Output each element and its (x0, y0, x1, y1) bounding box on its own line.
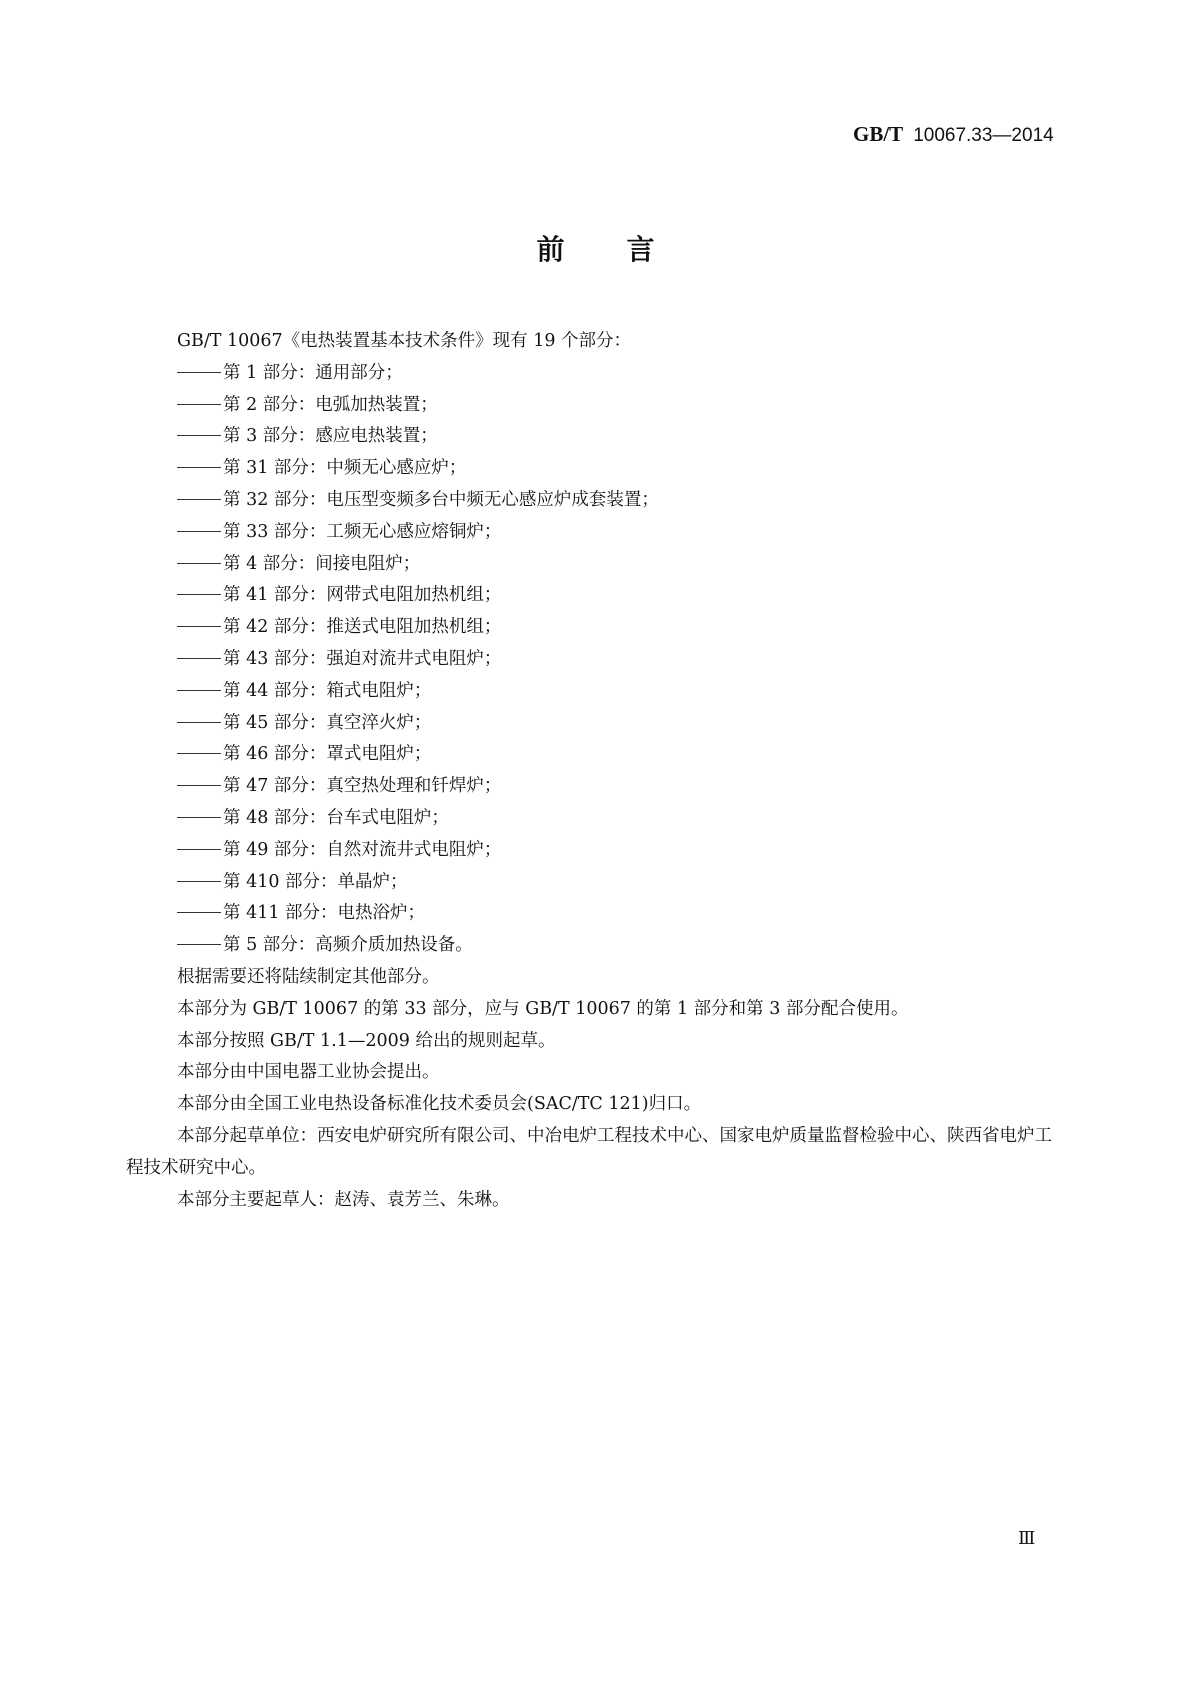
part-list-item: 第 2 部分：电弧加热装置； (126, 390, 1066, 422)
part-list-item: 第 5 部分：高频介质加热设备。 (126, 930, 1066, 962)
em-dash (177, 594, 221, 595)
part-list-item: 第 31 部分：中频无心感应炉； (126, 453, 1066, 485)
part-list-item: 第 4 部分：间接电阻炉； (126, 549, 1066, 581)
standard-code (853, 122, 1054, 147)
title-char-1: 前 (536, 233, 565, 266)
paragraph-proposer: 本部分由中国电器工业协会提出。 (177, 1062, 440, 1083)
em-dash (177, 499, 221, 500)
em-dash (177, 467, 221, 468)
em-dash (177, 372, 221, 373)
em-dash (177, 881, 221, 882)
part-list-item: 第 49 部分：自然对流井式电阻炉； (126, 835, 1066, 867)
part-list-item: 第 48 部分：台车式电阻炉； (126, 803, 1066, 835)
em-dash (177, 690, 221, 691)
em-dash (177, 404, 221, 405)
em-dash (177, 785, 221, 786)
em-dash (177, 626, 221, 627)
em-dash (177, 563, 221, 564)
page-title (0, 228, 1191, 268)
em-dash (177, 658, 221, 659)
part-list-item: 第 33 部分：工频无心感应熔铜炉； (126, 517, 1066, 549)
paragraph-future-parts: 根据需要还将陆续制定其他部分。 (177, 966, 440, 987)
em-dash (177, 849, 221, 850)
part-list-item: 第 44 部分：箱式电阻炉； (126, 676, 1066, 708)
part-list-item: 第 32 部分：电压型变频多台中频无心感应炉成套装置； (126, 485, 1066, 517)
page-number: Ⅲ (1018, 1528, 1036, 1549)
part-list-item: 第 42 部分：推送式电阻加热机组； (126, 612, 1066, 644)
paragraph-committee: 本部分由全国工业电热设备标准化技术委员会(SAC/TC 121)归口。 (177, 1094, 702, 1115)
paragraph-drafting-units: 本部分起草单位：西安电炉研究所有限公司、中冶电炉工程技术中心、国家电炉质量监督检验中心、陕西省电炉工程技术研究中心。 (126, 1125, 1052, 1178)
em-dash (177, 435, 221, 436)
foreword-body (126, 326, 1066, 1216)
paragraph-drafters: 本部分主要起草人：赵涛、袁芳兰、朱琳。 (177, 1189, 510, 1210)
em-dash (177, 531, 221, 532)
em-dash (177, 722, 221, 723)
intro-paragraph: GB/T 10067《电热装置基本技术条件》现有 19 个部分： (177, 331, 632, 351)
part-list-item: 第 46 部分：罩式电阻炉； (126, 739, 1066, 771)
part-list-item: 第 47 部分：真空热处理和钎焊炉； (126, 771, 1066, 803)
standard-prefix: GB/T (853, 122, 904, 146)
em-dash (177, 817, 221, 818)
standard-number: 10067.33—2014 (913, 125, 1054, 146)
part-list-item: 第 43 部分：强迫对流井式电阻炉； (126, 644, 1066, 676)
part-list-item: 第 41 部分：网带式电阻加热机组； (126, 580, 1066, 612)
part-list-item: 第 410 部分：单晶炉； (126, 867, 1066, 899)
title-char-2: 言 (626, 233, 655, 266)
em-dash (177, 944, 221, 945)
paragraph-relation: 本部分为 GB/T 10067 的第 33 部分，应与 GB/T 10067 的第 1 部分和第 3 部分配合使用。 (177, 998, 909, 1019)
part-list-item: 第 3 部分：感应电热装置； (126, 421, 1066, 453)
em-dash (177, 912, 221, 913)
em-dash (177, 753, 221, 754)
paragraph-drafting-rules: 本部分按照 GB/T 1.1—2009 给出的规则起草。 (177, 1030, 556, 1051)
part-list-item: 第 411 部分：电热浴炉； (126, 898, 1066, 930)
part-list-item: 第 45 部分：真空淬火炉； (126, 708, 1066, 740)
part-list-item: 第 1 部分：通用部分； (126, 358, 1066, 390)
